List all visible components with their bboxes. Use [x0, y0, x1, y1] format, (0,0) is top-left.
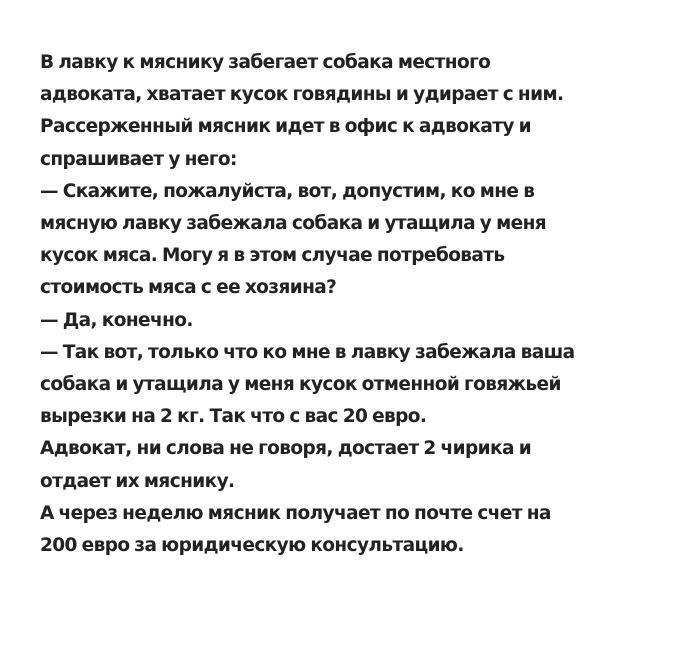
text-line: отдает их мяснику. — [40, 470, 235, 492]
text-line: стоимость мяса с ее хозяина? — [40, 277, 337, 299]
text-line: кусок мяса. Могу я в этом случае потребовать — [40, 245, 505, 267]
text-line: Рассерженный мясник идет в офис к адвокату и — [40, 116, 531, 138]
text-line: 200 евро за юридическую консультацию. — [40, 535, 464, 557]
text-line: спрашивает у него: — [40, 148, 237, 170]
text-line: Адвокат, ни слова не говоря, достает 2 чирика и — [40, 438, 532, 460]
text-line: мясную лавку забежала собака и утащила у меня — [40, 213, 547, 235]
text-line: — Да, конечно. — [40, 309, 193, 331]
joke-text — [40, 47, 660, 562]
text-line: — Так вот, только что ко мне в лавку забежала ваша — [40, 341, 575, 363]
text-line: В лавку к мяснику забегает собака местного — [40, 52, 491, 73]
text-line: А через неделю мясник получает по почте счет на — [40, 502, 551, 524]
text-line: — Скажите, пожалуйста, вот, допустим, ко мне в — [40, 180, 535, 202]
text-line: адвоката, хватает кусок говядины и удирает с ним. — [40, 84, 564, 106]
text-line: собака и утащила у меня кусок отменной говяжьей — [40, 374, 561, 396]
text-line: вырезки на 2 кг. Так что с вас 20 евро. — [40, 406, 427, 428]
